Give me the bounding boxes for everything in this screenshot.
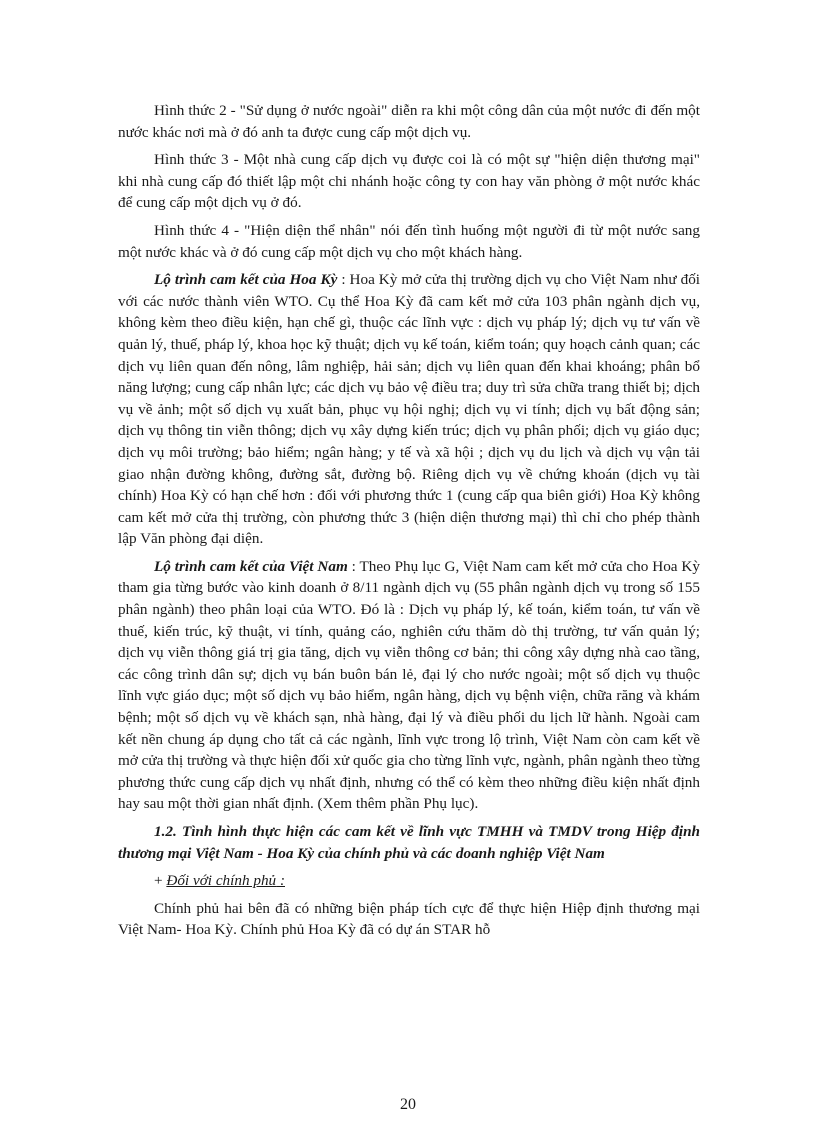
paragraph-form-4: Hình thức 4 - "Hiện diện thể nhân" nói đến tình huống một người đi từ một nước sang một nước khác và ở đó cung cấp một dịch vụ cho một khách hàng. [118, 221, 700, 261]
body-text [118, 100, 700, 947]
subheading-label: Đối với chính phủ [166, 872, 277, 890]
paragraph-vn-commitment: Lộ trình cam kết của Việt Nam : Theo Phụ lục G, Việt Nam cam kết mở cửa cho Hoa Kỳ tham gia từng bước vào kinh doanh ở 8/11 ngành dịch vụ (55 phân ngành dịch vụ trong số 155 phân ngành) theo phân loại của WTO. Đó là : Dịch vụ pháp lý, kế toán, kiểm toán, tư vấn về thuế, kiến trúc, kỹ thuật, vi tính, quảng cáo, nghiên cứu thăm dò thị trường, tư vấn quản lý; dịch vụ viễn thông giá trị gia tăng, dịch vụ viễn thông cơ bản; thi công xây dựng nhà cao tầng, các công trình dân sự; dịch vụ bán buôn bán lẻ, đại lý cho nước ngoài; một số dịch vụ thuộc lĩnh vực giáo dục; một số dịch vụ bảo hiểm, ngân hàng, dịch vụ bệnh viện, chữa răng và khám bệnh; một số dịch vụ về khách sạn, nhà hàng, đại lý và điều phối du lịch lữ hành. Ngoài cam kết nền chung áp dụng cho tất cả các ngành, lĩnh vực trong lộ trình, Việt Nam còn cam kết về mở cửa thị trường và thực hiện đối xử quốc gia cho từng lĩnh vực, ngành, phân ngành theo từng phương thức cung cấp dịch vụ nhất định, nhưng có thể có kèm theo những điều kiện nhất định hay sau một thời gian nhất định. (Xem thêm phần Phụ lục). [118, 557, 700, 813]
paragraph-us-commitment: Lộ trình cam kết của Hoa Kỳ : Hoa Kỳ mở cửa thị trường dịch vụ cho Việt Nam như đối với các nước thành viên WTO. Cụ thể Hoa Kỳ đã cam kết mở cửa 103 phân ngành dịch vụ, không kèm theo điều kiện, hạn chế gì, thuộc các lĩnh vực : dịch vụ pháp lý; dịch vụ tư vấn về quản lý, thuế, pháp lý, khoa học kỹ thuật; dịch vụ kế toán, kiểm toán; quy hoạch cảnh quan; các dịch vụ liên quan đến nông, lâm nghiệp, hải sản; dịch vụ liên quan đến khai khoáng; phân bổ năng lượng; cung cấp nhân lực; các dịch vụ bảo vệ điều tra; duy trì sửa chữa trang thiết bị; dịch vụ về ảnh; một số dịch vụ xuất bản, phục vụ hội nghị; dịch vụ vi tính; dịch vụ bất động sản; dịch vụ thông tin viễn thông; dịch vụ xây dựng kiến trúc; dịch vụ phân phối; dịch vụ giáo dục; dịch vụ môi trường; bảo hiểm; ngân hàng; y tế và xã hội ; dịch vụ du lịch và dịch vụ vận tải giao nhận đường không, đường sắt, đường bộ. Riêng dịch vụ về chứng khoán (dịch vụ tài chính) Hoa Kỳ có hạn chế hơn : đối với phương thức 1 (cung cấp qua biên giới) Hoa Kỳ không cam kết mở cửa thị trường, còn phương thức 3 (hiện diện thương mại) thì chỉ cho phép thành lập Văn phòng đại diện. [118, 271, 701, 548]
lead-us-commitment: Lộ trình cam kết của Hoa Kỳ [154, 271, 338, 289]
paragraph-form-2: Hình thức 2 - "Sử dụng ở nước ngoài" diễn ra khi một công dân của một nước đi đến một nước khác nơi mà ở đó anh ta được cung cấp một dịch vụ. [118, 102, 700, 141]
section-heading: 1.2. Tình hình thực hiện các cam kết về lĩnh vực TMHH và TMDV trong Hiệp định thương mại Việt Nam - Hoa Kỳ của chính phủ và các doanh nghiệp Việt Nam [118, 823, 700, 862]
paragraph-form-3: Hình thức 3 - Một nhà cung cấp dịch vụ được coi là có một sự "hiện diện thương mại" khi nhà cung cấp đó thiết lập một chi nhánh hoặc công ty con hay văn phòng ở một nước khác để cung cấp một dịch vụ ở đó. [118, 151, 700, 212]
page-number: 20 [400, 1096, 416, 1113]
lead-vn-commitment: Lộ trình cam kết của Việt Nam [154, 557, 348, 575]
paragraph-government: Chính phủ hai bên đã có những biện pháp tích cực để thực hiện Hiệp định thương mại Việt Nam- Hoa Kỳ. Chính phủ Hoa Kỳ đã có dự án STAR hỗ [118, 899, 700, 939]
subheading-government: + Đối với chính phủ : [154, 872, 285, 890]
